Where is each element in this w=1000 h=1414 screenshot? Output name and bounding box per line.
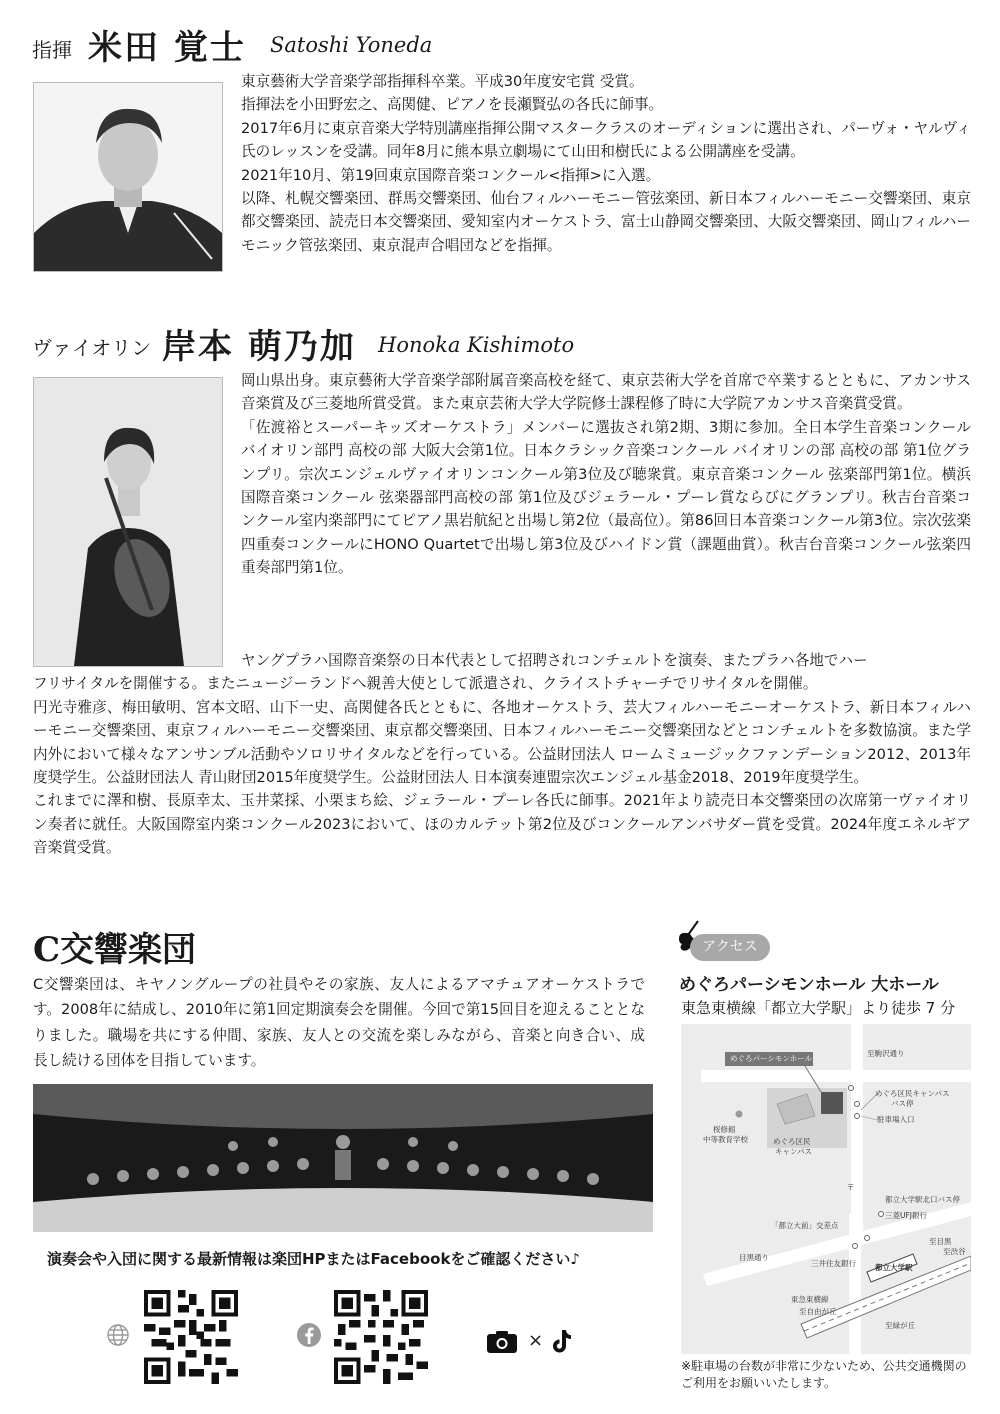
map-label-campus-bus: めぐろ区民キャンパス	[875, 1089, 950, 1098]
orchestra-description	[33, 972, 645, 1073]
map-label-to-shibuya: 至渋谷	[943, 1247, 966, 1256]
venue-name: めぐろパーシモンホール 大ホール	[679, 975, 939, 995]
conductor-name-jp: 米田 覚士	[88, 28, 246, 68]
venue-directions: 東急東横線「都立大学駅」より徒歩 7 分	[681, 999, 956, 1017]
violinist-bio-full	[33, 649, 971, 860]
conductor-name-en: Satoshi Yoneda	[270, 33, 433, 57]
map-label-hall: めぐろパーシモンホール	[730, 1054, 813, 1063]
map-label-meguro-st: 目黒通り	[739, 1253, 769, 1262]
map-label-to-jiyugaoka: 至自由が丘	[799, 1307, 837, 1316]
violinist-bio-paragraph: フリサイタルを開催する。またニュージーランドへ親善大使として派遣され、クライストチャーチでリサイタルを開催。	[33, 675, 818, 693]
instagram-icon[interactable]	[486, 1330, 518, 1358]
access-badge: アクセス	[690, 934, 770, 961]
social-separator: ×	[528, 1330, 544, 1351]
violinist-name-jp: 岸本 萌乃加	[162, 327, 356, 367]
conductor-role: 指揮	[32, 38, 72, 62]
violinist-bio-paragraph: ヤングプラハ国際音楽祭の日本代表として招聘されコンチェルトを演奏、またプラハ各地でハー	[241, 652, 868, 669]
facebook-qr-code[interactable]	[334, 1290, 428, 1388]
parking-note: ※駐車場の台数が非常に少ないため、公共交通機関のご利用をお願いいたします。	[681, 1359, 967, 1390]
map-label-campus: めぐろ区民	[773, 1137, 811, 1146]
map-label-parking: 駐車場入口	[877, 1115, 915, 1124]
conductor-bio-paragraph: 2021年10月、第19回東京国際音楽コンクール<指揮>に入選。	[241, 166, 661, 184]
website-qr-code[interactable]	[144, 1290, 238, 1388]
violinist-bio-paragraph: 円光寺雅彦、梅田敏明、宮本文昭、山下一史、高関健各氏とともに、各地オーケストラ、芸大フィルハーモニーオーケストラ、新日本フィルハーモニー交響楽団、東京フィルハーモニー交響楽団、東京都交響楽団、日本フィルハーモニー交響楽団などとコンチェルトを多数協演。また学内外において様々なアンサンブル活動やソロリサイタルなどを行っている。公益財団法人 ロームミュージックファンデーション2012、2013年度奨学生。公益財団法人 青山財団2015年度奨学生。公益財団法人 日本演奏連盟宗次エンジェル基金2018、2019年度奨学生。	[33, 698, 971, 787]
map-label-road-north: 至駒沢通り	[867, 1049, 905, 1058]
violinist-bio-side	[241, 369, 971, 580]
map-label-to-midorigaoka: 至緑が丘	[885, 1321, 915, 1330]
orchestra-photo	[33, 1084, 653, 1232]
map-label-crossing: 「都立大前」交差点	[771, 1221, 839, 1230]
map-label-smbc: 三井住友銀行	[811, 1259, 856, 1268]
access-map	[681, 1024, 971, 1354]
violinist-photo	[33, 377, 223, 667]
map-label-post: 〒	[847, 1183, 855, 1192]
conductor-bio-paragraph: 以降、札幌交響楽団、群馬交響楽団、仙台フィルハーモニー管弦楽団、新日本フィルハーモニー交響楽団、東京都交響楽団、読売日本交響楽団、愛知室内オーケストラ、富士山静岡交響楽団、大阪交響楽団、岡山フィルハーモニック管弦楽団、東京混声合唱団などを指揮。	[241, 190, 972, 254]
globe-icon	[106, 1323, 130, 1351]
map-label-campus-bus2: バス停	[891, 1099, 914, 1108]
orchestra-title: C交響楽団	[33, 930, 197, 970]
violinist-bio-paragraph: 岡山県出身。東京藝術大学音楽学部附属音楽高校を経て、東京芸術大学を首席で卒業するとともに、アカンサス音楽賞及び三菱地所賞受賞。また東京芸術大学大学院修士課程修了時に大学院アカンサス音楽賞受賞。	[241, 372, 971, 413]
conductor-bio-paragraph: 指揮法を小田野宏之、高関健、ピアノを長瀬賢弘の各氏に師事。	[241, 96, 664, 114]
map-label-campus: キャンパス	[775, 1147, 812, 1156]
conductor-bio-paragraph: 2017年6月に東京音楽大学特別講座指揮公開マスタークラスのオーディションに選出され、パーヴォ・ヤルヴィ氏のレッスンを受講。同年8月に熊本県立劇場にて山田和樹氏による公開講座を受講。	[241, 119, 971, 161]
hp-facebook-note: 演奏会や入団に関する最新情報は楽団HPまたはFacebookをご確認ください♪	[47, 1250, 581, 1268]
conductor-bio	[241, 70, 971, 257]
conductor-bio-paragraph: 東京藝術大学音楽学部指揮科卒業。平成30年度安宅賞 受賞。	[241, 73, 644, 90]
orchestra-description-text: C交響楽団は、キヤノングループの社員やその家族、友人によるアマチュアオーケストラです。2008年に結成し、2010年に第1回定期演奏会を開催。今回で第15回目を迎えることとなりました。職場を共にする仲間、家族、友人との交流を楽しみながら、音楽と向き合い、成長し続ける団体を目指しています。	[33, 976, 645, 1069]
violinist-bio-paragraph: これまでに澤和樹、長原幸太、玉井菜採、小栗まち絵、ジェラール・プーレ各氏に師事。2021年より読売日本交響楽団の次席第一ヴァイオリン奏者に就任。大阪国際室内楽コンクール2023において、ほのカルテット第2位及びコンクールアンバサダー賞を受賞。2024年度エネルギア音楽賞受賞。	[33, 792, 971, 857]
violinist-bio-paragraph: 「佐渡裕とスーパーキッズオーケストラ」メンバーに選抜され第2期、3期に参加。全日本学生音楽コンクール バイオリン部門 高校の部 大阪大会第1位。日本クラシック音楽コンクール バイオリンの部 高校の部 第1位グランプリ。宗次エンジェルヴァイオリンコンクール第3位及び聴衆賞。東京音楽コンクール 弦楽部門第1位。横浜国際音楽コンクール 弦楽器部門高校の部 第1位及びジェラール・プーレ賞ならびにグランプリ。秋吉台音楽コンクール室内楽部門にてピアノ黒岩航紀と出場し第2位（最高位）。第86回日本音楽コンクール第3位。宗次弦楽四重奏コンクールにHONO Quartetで出場し第3位及びハイドン賞（課題曲賞）。秋吉台音楽コンクール弦楽四重奏部門第1位。	[241, 418, 971, 577]
map-label-station: 都立大学駅	[875, 1263, 913, 1272]
map-label-to-meguro: 至目黒	[929, 1237, 952, 1246]
map-label-school: 桜修館	[713, 1125, 736, 1134]
map-label-mufg: 三菱UFJ銀行	[885, 1211, 928, 1220]
violinist-name-en: Honoka Kishimoto	[378, 333, 575, 357]
map-label-line: 東急東横線	[791, 1295, 829, 1304]
violinist-role: ヴァイオリン	[32, 336, 152, 360]
facebook-icon	[296, 1322, 322, 1352]
map-label-bus-north: 都立大学駅北口バス停	[885, 1195, 960, 1204]
map-label-school: 中等教育学校	[703, 1135, 748, 1144]
conductor-photo	[33, 82, 223, 272]
tiktok-icon[interactable]	[551, 1328, 573, 1358]
